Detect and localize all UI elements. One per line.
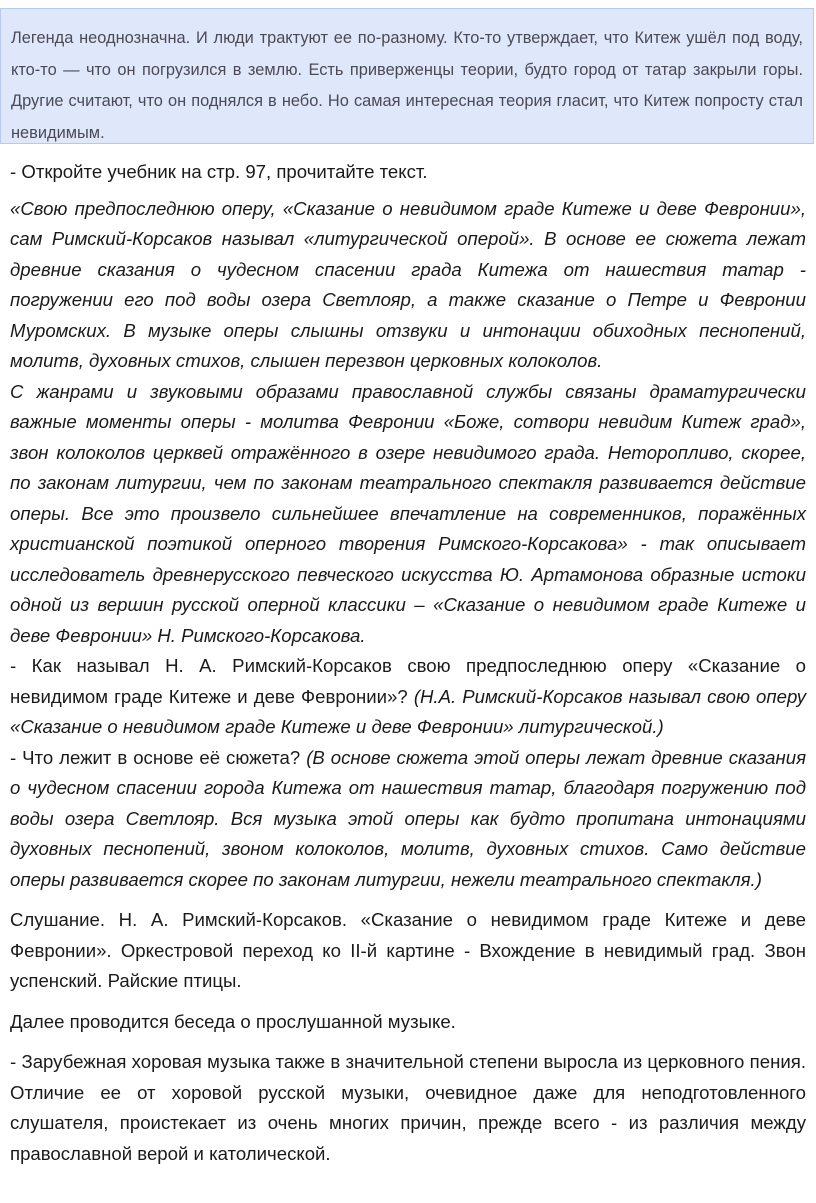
question-paragraph-1: [10, 651, 806, 743]
foreign-music-paragraph: - Зарубежная хоровая музыка также в значительной степени выросла из церковного пения. Отличие ее от хоровой русской музыки, очевидное даже для неподготовленного слушателя, проистекает из очень многих причин, прежде всего - из различия между православной верой и католической.: [10, 1051, 806, 1164]
question-2-text: - Что лежит в основе её сюжета?: [10, 746, 301, 768]
question-paragraph-2: [10, 743, 806, 896]
answer-2-text: (В основе сюжета этой оперы лежат древние сказания о чудесном спасении города Китежа от нашествия татар, благодаря погружению под воды озера Светлояр. Вся музыка этой оперы как будто пропитана интонациями духовных песнопений, звоном колоколов, молитв, духовных стихов. Само действие оперы развивается скорее по законам литургии, нежели театрального спектакля.): [10, 746, 807, 890]
listening-paragraph: Слушание. Н. А. Римский-Корсаков. «Сказание о невидимом граде Китеже и деве Февронии». Оркестровой переход ко II-й картине - Вхождение в невидимый град. Звон успенский. Райские птицы.: [10, 909, 806, 991]
quote-paragraph-2: С жанрами и звуковыми образами православной службы связаны драматургически важные моменты оперы - молитва Февронии «Боже, сотвори невидим Китеж град», звон колоколов церквей отражённого в озере невидимого града. Неторопливо, скорее, по законам литургии, чем по законам театрального спектакля развивается действие оперы. Все это произвело сильнейшее впечатление на современников, поражённых христианской поэтикой оперного творения Римского-Корсакова» - так описывает исследователь древнерусского певческого искусства Ю. Артамонова образные истоки одной из вершин русской оперной классики – «Сказание о невидимом граде Китеже и деве Февронии» Н. Римского-Корсакова.: [10, 380, 806, 646]
legend-callout-box: [0, 8, 814, 144]
legend-text: Легенда неоднозначна. И люди трактуют ее по-разному. Кто-то утверждает, что Китеж ушёл под воду, кто-то — что он погрузился в землю. Есть приверженцы теории, будто город от татар закрыли горы. Другие считают, что он поднялся в небо. Но самая интересная теория гласит, что Китеж попросту стал невидимым.: [11, 29, 803, 142]
question-1-text: - Как называл Н. А. Римский-Корсаков свою предпоследнюю оперу «Сказание о невидимом граде Китеже и деве Февронии»?: [10, 655, 806, 707]
lesson-content: [10, 157, 806, 1169]
quote-paragraph-1: «Свою предпоследнюю оперу, «Сказание о невидимом граде Китеже и деве Февронии», сам Римский-Корсаков называл «литургической оперой». В основе ее сюжета лежат древние сказания о чудесном спасении града Китежа от нашествия татар - погружении его под воды озера Светлояр, а также сказание о Петре и Февронии Муромских. В музыке оперы слышны отзвуки и интонации обиходных песнопений, молитв, духовных стихов, слышен перезвон церковных колоколов.: [10, 197, 806, 371]
instruction-paragraph: - Откройте учебник на стр. 97, прочитайте текст.: [10, 161, 428, 182]
discussion-paragraph: Далее проводится беседа о прослушанной музыке.: [10, 1010, 456, 1032]
answer-1-text: (Н.А. Римский-Корсаков называл свою оперу «Сказание о невидимом граде Китеже и деве Февронии» литургической.): [10, 685, 806, 737]
